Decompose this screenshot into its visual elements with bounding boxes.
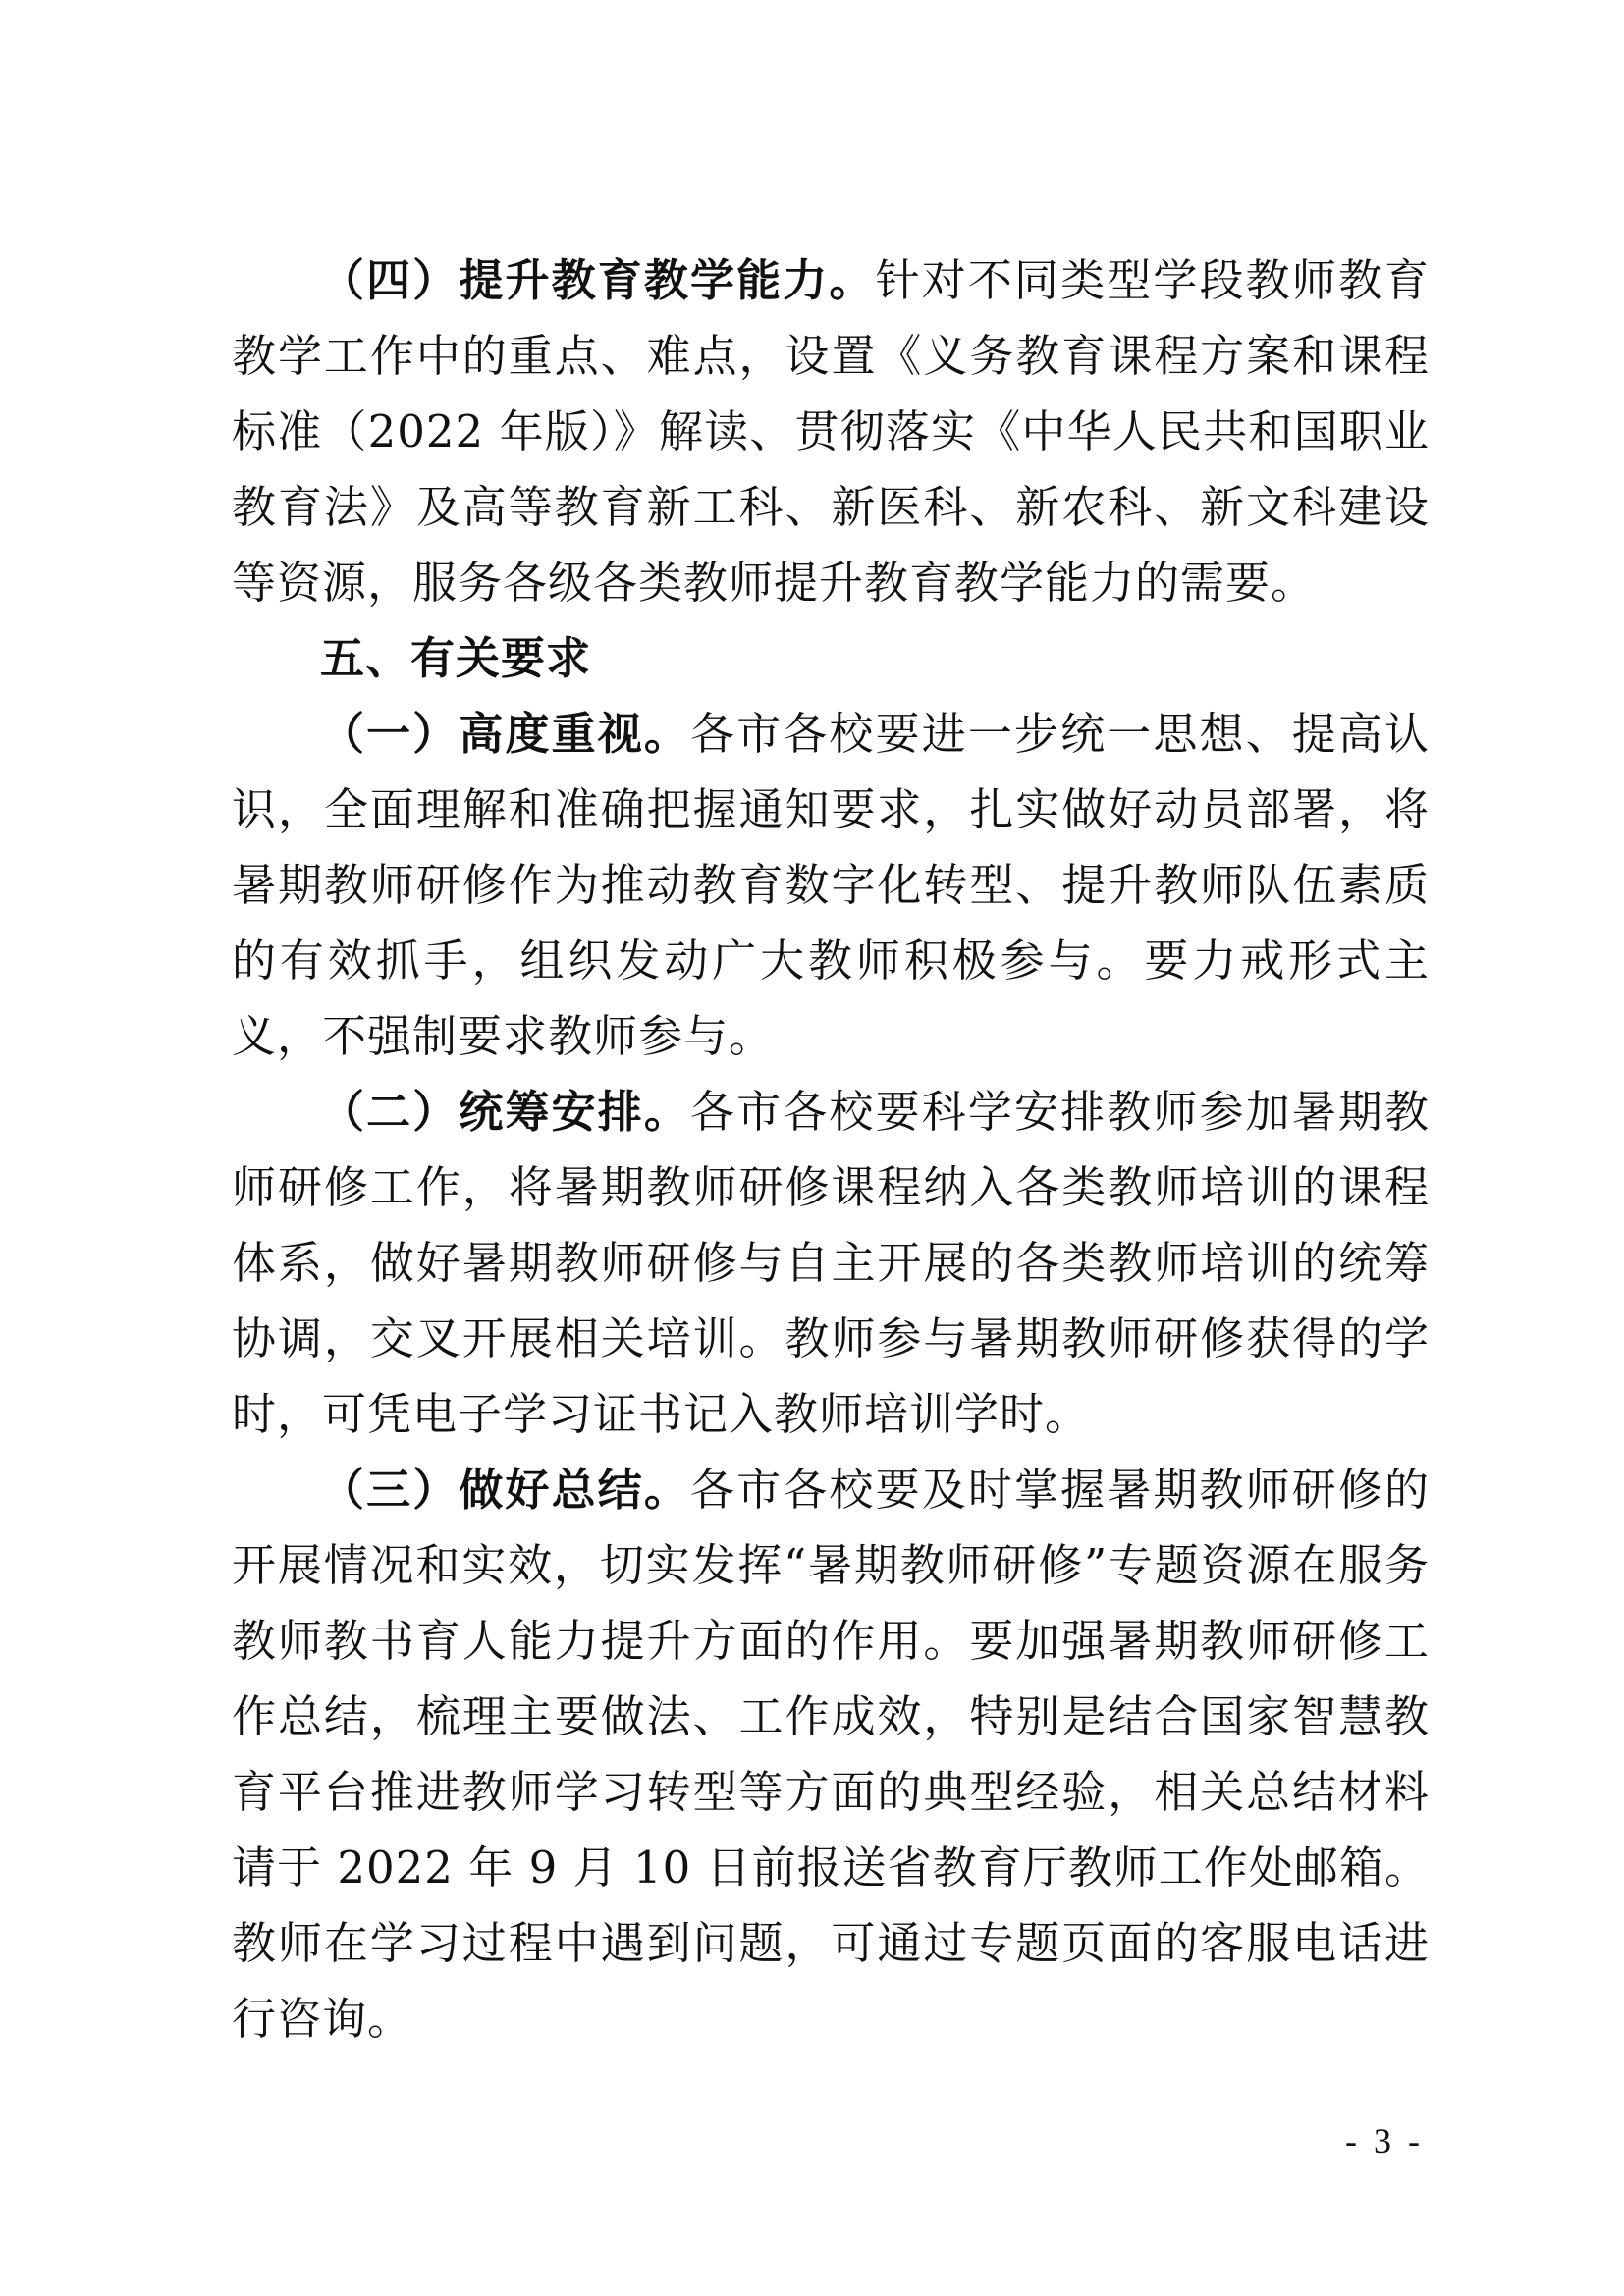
requirement-summary xyxy=(232,1452,1430,2056)
section-heading: 五、有关要求 xyxy=(320,632,592,684)
document-body xyxy=(232,242,1430,2056)
requirement-text: 各市各校要科学安排教师参加暑期教师研修工作，将暑期教师研修课程纳入各类教师培训的课程体系，做好暑期教师研修与自主开展的各类教师培训的统筹协调，交叉开展相关培训。教师参与暑期教师研修获得的学时，可凭电子学习证书记入教师培训学时。 xyxy=(232,1086,1430,1440)
requirement-text: 各市各校要及时掌握暑期教师研修的开展情况和实效，切实发挥“暑期教师研修”专题资源在服务教师教书育人能力提升方面的作用。要加强暑期教师研修工作总结，梳理主要做法、工作成效，特别是结合国家智慧教育平台推进教师学习转型等方面的典型经验，相关总结材料请于 2022 年 9 月 10 日前报送省教育厅教师工作处邮箱。教师在学习过程中遇到问题，可通过专题页面的客服电话进行咨询。 xyxy=(232,1464,1430,2045)
requirement-lead: （一）高度重视。 xyxy=(320,708,691,760)
paragraph-text: 针对不同类型学段教师教育教学工作中的重点、难点，设置《义务教育课程方案和课程标准（2022 年版）》解读、贯彻落实《中华人民共和国职业教育法》及高等教育新工科、新医科、新农科、新文科建设等资源，服务各级各类教师提升教育教学能力的需要。 xyxy=(232,254,1430,609)
requirement-lead: （二）统筹安排。 xyxy=(320,1086,691,1138)
paragraph-lead: （四）提升教育教学能力。 xyxy=(320,254,876,306)
requirement-high-attention xyxy=(232,696,1430,1074)
requirement-coordination xyxy=(232,1074,1430,1452)
paragraph-teaching-ability xyxy=(232,242,1430,620)
page-number: - 3 - xyxy=(1345,2121,1424,2161)
requirement-text: 各市各校要进一步统一思想、提高认识，全面理解和准确把握通知要求，扎实做好动员部署，将暑期教师研修作为推动教育数字化转型、提升教师队伍素质的有效抓手，组织发动广大教师积极参与。要力戒形式主义，不强制要求教师参与。 xyxy=(232,708,1430,1062)
requirement-lead: （三）做好总结。 xyxy=(320,1464,691,1516)
